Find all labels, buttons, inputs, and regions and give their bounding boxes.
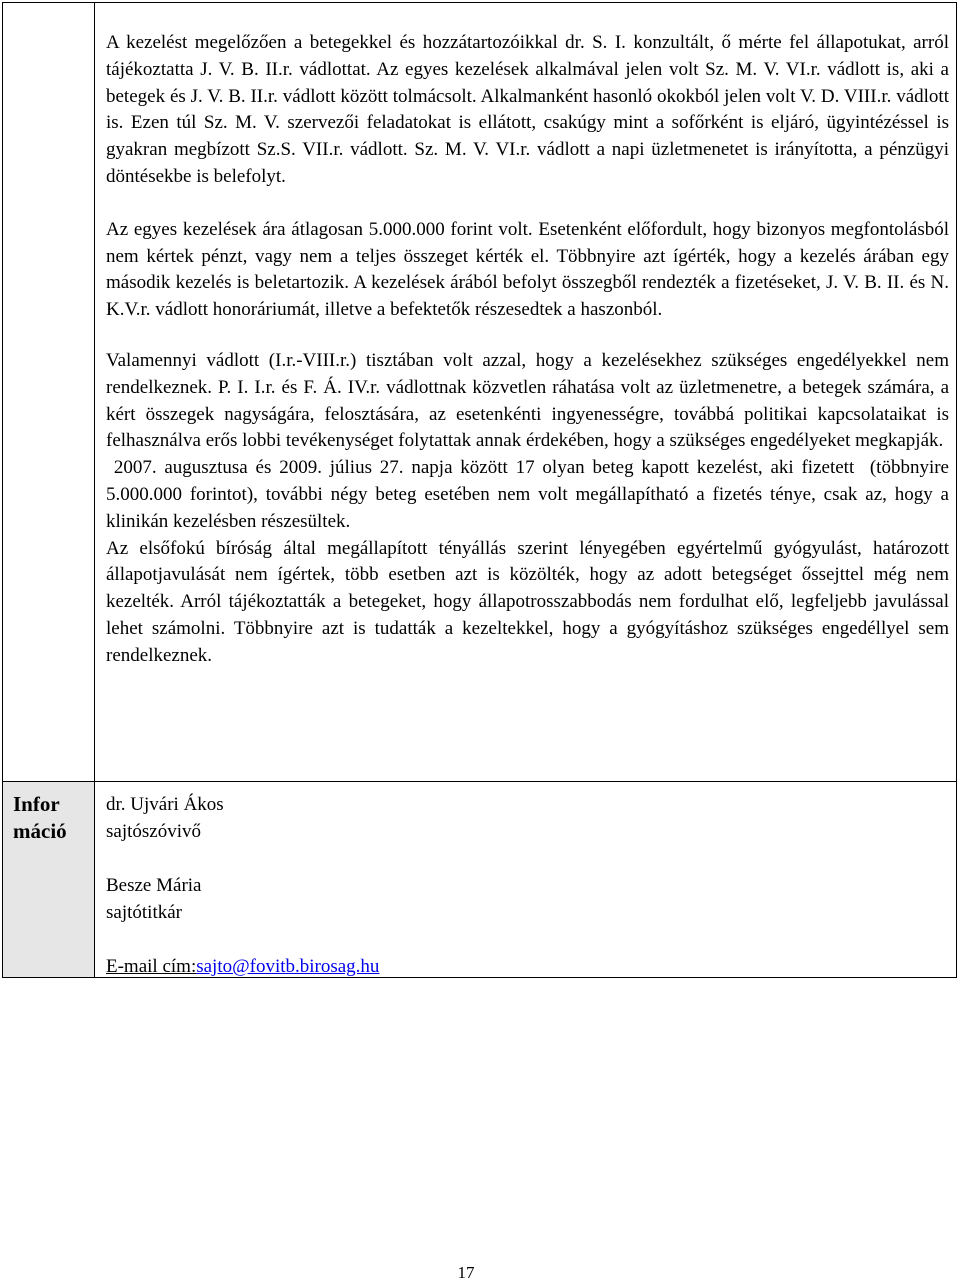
press-secretary-name: Besze Mária <box>106 875 202 896</box>
column-divider <box>94 3 95 977</box>
email-line <box>106 953 806 980</box>
paragraph: Az egyes kezelések ára átlagosan 5.000.000 forint volt. Esetenként előfordult, hogy bizonyos megfontolásból nem kértek pénzt, vagy nem a teljes összeget kérték el. Többnyire azt ígérték, hogy a kezelés árában egy második kezelés is beletartozik. A kezelések árából befolyt összegből rendezték a fizetéseket, J. V. B. II. és N. K.V.r. vádlott honoráriumát, illetve a befektetők részesedtek a haszonból. <box>106 218 949 321</box>
page-number: 17 <box>457 1263 475 1282</box>
paragraph: A kezelést megelőzően a betegekkel és hozzátartozóikkal dr. S. I. konzultált, ő mérte fel állapotukat, arról tájékoztatta J. V. B. II.r. vádlottat. Az egyes kezelések alkalmával jelen volt Sz. M. V. VI.r. vádlott is, aki a betegek és J. V. B. II.r. vádlott között tolmácsolt. Alkalmanként hasonló okokból jelen volt V. D. VIII.r. vádlott is. Ezen túl Sz. M. V. szervezői feladatokat is ellátott, csakúgy mint a sofőrként is eljáró, ügyintézéssel is gyakran megbízott Sz.S. VII.r. vádlott. Sz. M. V. VI.r. vádlott a napi üzletmenetet is irányította, a pénzügyi döntésekbe is belefolyt. <box>106 32 949 187</box>
info-label-line2: máció <box>13 819 67 843</box>
info-label-line1: Infor <box>13 792 60 816</box>
email-label: E-mail cím: <box>106 956 197 977</box>
paragraph: 2007. augusztusa és 2009. július 27. napja között 17 olyan beteg kapott kezelést, aki fizetett (többnyire 5.000.000 forintot), további négy beteg esetében nem volt megállapítható a fizetés ténye, csak az, hogy a klinikán kezelésben részesültek. <box>106 457 954 532</box>
spokesperson-role: sajtószóvivő <box>106 821 201 842</box>
contact-info <box>106 791 806 980</box>
row-divider <box>3 781 956 782</box>
paragraph: Valamennyi vádlott (I.r.-VIII.r.) tisztában volt azzal, hogy a kezelésekhez szükséges engedélyekkel nem rendelkeznek. P. I. I.r. és F. Á. IV.r. vádlottnak közvetlen ráhatása volt az üzletmenetre, a betegek számára, a kért összegek nagyságára, felosztására, az esetenkénti ingyenességre, továbbá politikai kapcsolataikat is felhasználva erős lobbi tevékenységet folytattak annak érdekében, hogy a szükséges engedélyeket megkapják. <box>106 349 949 452</box>
email-link[interactable]: sajto@fovitb.birosag.hu <box>196 956 380 977</box>
press-secretary-role: sajtótitkár <box>106 902 182 923</box>
spokesperson-name: dr. Ujvári Ákos <box>106 794 224 815</box>
paragraph: Az elsőfokú bíróság által megállapított tényállás szerint lényegében egyértelmű gyógyulást, határozott állapotjavulását nem ígértek, több esetben azt is közölték, hogy az adott betegséget őssejttel még nem kezelték. Arról tájékoztatták a betegeket, hogy állapotrosszabbodás nem fordulhat elő, legfeljebb javulással lehet számolni. Többnyire azt is tudatták a kezeltekkel, hogy a gyógyításhoz szükséges engedéllyel sem rendelkeznek. <box>106 537 949 666</box>
main-text <box>106 30 954 670</box>
info-label <box>13 791 85 845</box>
